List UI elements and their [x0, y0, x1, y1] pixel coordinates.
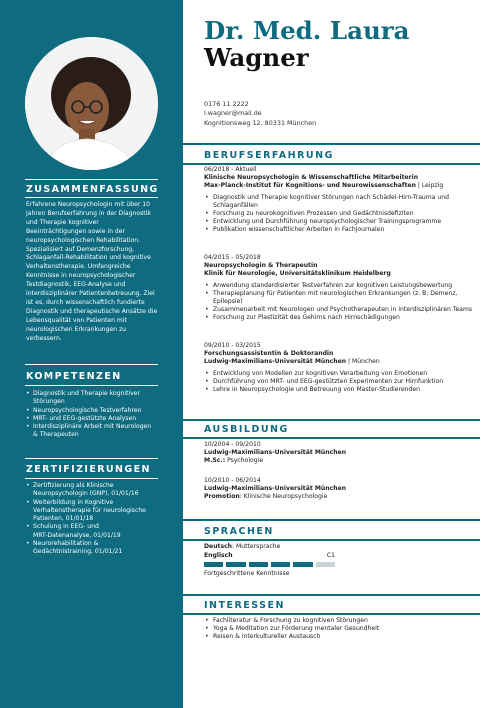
language-level-segment [204, 562, 223, 567]
education-heading: AUSBILDUNG [204, 424, 289, 435]
language-english-code: C1 [326, 552, 335, 559]
job-bullet [205, 290, 479, 306]
language-german-label: Deutsch [204, 543, 233, 550]
job-bullets [204, 194, 479, 235]
certification-item-line: Neuropsychologin (GNP), 01/01/16 [33, 490, 139, 498]
interests-divider [183, 594, 480, 596]
skill-item [26, 407, 160, 415]
certification-item-line: Gedächtnistraining, 01/01/21 [33, 548, 123, 556]
job-bullet-line: • Publikation wissenschaftlicher Arbeiten in Fachjournalen [213, 226, 385, 234]
language-english-description: Fortgeschrittene Kenntnisse [204, 570, 290, 577]
skill-item [26, 415, 160, 423]
language-english [204, 552, 335, 560]
education-divider [183, 419, 480, 421]
interest-item [205, 625, 479, 633]
summary-divider [25, 179, 158, 180]
skill-item-line: • Neuropsychologische Testverfahren [33, 406, 142, 414]
job-location: | Leipzig [415, 182, 444, 190]
job-bullet-line: • Forschung zu neurokognitiven Prozessen und Gedächtnisdefiziten [213, 210, 414, 218]
education-degree: Psychologie [225, 457, 264, 465]
interest-item-line: • Yoga & Meditation zur Förderung mentaler Gesundheit [213, 625, 380, 633]
summary-line: Testdiagnostik, EEG-Analyse und [26, 281, 126, 289]
job-bullet [205, 282, 479, 290]
education-date: 10/2010 - 06/2014 [204, 477, 261, 484]
job-bullet-line: • Forschung zur Plastizität des Gehirns nach Hirnschädigungen [213, 314, 400, 322]
education-school: Ludwig-Maximilians-Universität München [204, 449, 347, 457]
certification-item-line: Verhaltenstherapie für neurologische [33, 506, 146, 514]
skill-item [26, 423, 160, 440]
summary-line: Verhaltenstherapie. Umfangreiche [26, 263, 131, 271]
job-role: Klinische Neuropsychologin & Wissenschaftliche Mitarbeiterin [204, 174, 419, 182]
skills-list [26, 390, 160, 440]
person-name [204, 17, 410, 71]
summary-line: Diagnostik und therapeutische Ansätze die [26, 307, 158, 315]
skills-divider-bottom [25, 385, 158, 386]
job-entry [204, 254, 479, 323]
job-entry [204, 166, 479, 235]
job-bullet-line: Epilepsie) [213, 298, 243, 306]
skill-item-line: • Interdisziplinäre Arbeit mit Neurologen [33, 423, 152, 431]
job-bullet [205, 226, 479, 234]
job-bullet-line: • Zusammenarbeit mit Neurologen und Psychotherapeuten in interdisziplinären Teams [213, 306, 473, 314]
education-degree-line [204, 493, 479, 501]
summary-line: und Therapie kognitiver [26, 218, 99, 226]
skill-item-line: Störungen [33, 398, 65, 406]
language-level-segment [249, 562, 268, 567]
interest-item-line: • Fachliteratur & Forschung zu kognitiven Störungen [213, 617, 368, 624]
certification-item-line: • Neurorehabilitation & [33, 540, 99, 548]
job-org-line [204, 358, 479, 366]
skills-heading: KOMPETENZEN [26, 371, 122, 382]
certs-list [26, 482, 160, 557]
certification-item-line: • Zertifizierung als Klinische [33, 482, 114, 489]
contact-info [204, 100, 316, 128]
job-role: Neuropsychologin & Therapeutin [204, 262, 318, 270]
education-divider-bottom [183, 437, 480, 439]
certification-item-line: • Weiterbildung in Kognitive [33, 498, 114, 506]
certs-divider-bottom [25, 478, 158, 479]
summary-line: Erfahrene Neuropsychologin mit über 10 [26, 201, 151, 208]
summary-line: Spezialisiert auf Demenzforschung, [26, 245, 135, 253]
job-bullet [205, 306, 479, 314]
job-bullet [205, 218, 479, 226]
job-bullet [205, 314, 479, 322]
contact-phone: 0176 11 2222 [204, 100, 249, 108]
skill-item-line: & Therapeuten [33, 431, 79, 439]
interest-item [205, 617, 479, 625]
job-bullet [205, 210, 479, 218]
job-bullet-line: • Durchführung von MRT- und EEG-gestützten Experimenten zur Hirnfunktion [213, 377, 444, 385]
summary-heading: ZUSAMMENFASSUNG [26, 184, 159, 195]
education-entry [204, 477, 479, 502]
summary-line: neuropsychologischen Rehabilitation. [26, 236, 141, 244]
language-german [204, 543, 479, 551]
interest-item [205, 633, 479, 641]
summary-line: Beeinträchtigungen sowie in der [26, 227, 126, 235]
language-english-level-bar [204, 562, 335, 567]
languages-heading: SPRACHEN [204, 526, 274, 537]
name-first: Dr. Med. Laura [204, 16, 410, 45]
summary-line: Kenntnisse in neuropsychologischer [26, 272, 136, 280]
language-level-segment [226, 562, 245, 567]
name-last: Wagner [204, 43, 309, 72]
skills-divider [25, 364, 158, 365]
experience-heading: BERUFSERFAHRUNG [204, 150, 334, 161]
education-degree-label: M.Sc.: [204, 457, 226, 465]
job-bullet-line: Schlaganfällen [213, 201, 258, 209]
job-org: Max-Planck-Institut für Kognitions- und Neurowissenschaften [204, 182, 416, 190]
summary-text [26, 201, 160, 344]
job-date: 06/2018 - Aktuell [204, 166, 257, 173]
job-org: Ludwig-Maximilians-Universität München [204, 358, 347, 366]
summary-line: Jahren Berufserfahrung in der Diagnostik [26, 209, 151, 217]
experience-divider [183, 143, 480, 145]
job-bullet-line: • Diagnostik und Therapie kognitiver Störungen nach Schädel-Hirn-Trauma und [213, 193, 449, 201]
interests-block [204, 614, 479, 642]
job-org-line [204, 182, 479, 190]
summary-line: interdisziplinärer Patientenbetreuung. Ziel [26, 290, 155, 298]
language-level-segment [293, 562, 312, 567]
avatar-portrait [25, 37, 158, 170]
interests-list [204, 617, 479, 642]
job-entry [204, 342, 479, 394]
certs-divider [25, 458, 158, 459]
job-bullet-line: • Therapieplanung für Patienten mit neurologischen Erkrankungen (z. B. Demenz, [213, 289, 458, 297]
certification-item [26, 523, 160, 540]
skill-item [26, 390, 160, 407]
language-level-segment [271, 562, 290, 567]
languages-divider-bottom [183, 539, 480, 541]
education-degree-label: Promotion [204, 493, 240, 501]
certification-item-line: Patienten, 01/01/18 [33, 515, 94, 523]
education-entry [204, 441, 479, 466]
skill-item-line: • MRT- und EEG-gestützte Analysen [33, 414, 137, 422]
education-date: 10/2004 - 09/2010 [204, 441, 261, 448]
job-date: 09/2010 - 03/2015 [204, 342, 261, 349]
summary-line: Lebensqualität von Patienten mit [26, 316, 127, 324]
job-bullet [205, 370, 479, 378]
interests-heading: INTERESSEN [204, 600, 285, 611]
summary-line: neurologischen Erkrankungen zu [26, 325, 127, 333]
interest-item-line: • Reisen & interkultureller Austausch [213, 633, 321, 641]
job-role: Forschungsassistentin & Doktorandin [204, 350, 334, 358]
education-degree-line [204, 457, 479, 465]
certs-heading: ZERTIFIZIERUNGEN [26, 464, 151, 475]
language-level-segment [316, 562, 335, 567]
job-bullet-line: • Entwicklung von Modellen zur kognitiven Verarbeitung von Emotionen [213, 369, 428, 377]
certification-item [26, 499, 160, 524]
job-bullets [204, 282, 479, 323]
job-bullets [204, 370, 479, 395]
job-bullet [205, 194, 479, 210]
job-bullet [205, 386, 479, 394]
summary-line: Schlaganfall-Rehabilitation und kognitive [26, 254, 151, 262]
contact-email: l.wagner@mail.de [204, 109, 262, 118]
certification-item [26, 540, 160, 557]
job-org: Klinik für Neurologie, Universitätsklinikum Heidelberg [204, 270, 391, 278]
language-german-level: : Muttersprache [232, 543, 281, 550]
languages-divider [183, 519, 480, 521]
profile-photo [25, 37, 158, 170]
experience-divider-bottom [183, 163, 480, 165]
summary-divider-bottom [25, 197, 158, 198]
summary-line: ist es, durch wissenschaftlich fundierte [26, 298, 145, 306]
summary-line: verbessern. [26, 334, 62, 342]
certification-item [26, 482, 160, 499]
job-bullet-line: • Entwicklung und Durchführung neuropsychologischer Trainingsprogramme [213, 218, 442, 226]
job-date: 04/2015 - 05/2018 [204, 254, 261, 261]
sidebar [0, 0, 183, 708]
job-bullet-line: • Lehre in Neuropsychologie und Betreuung von Master-Studierenden [213, 386, 420, 394]
certification-item-line: • Schulung in EEG- und [33, 523, 99, 531]
contact-address: Kognitionsweg 12, 80331 München [204, 118, 317, 127]
job-bullet-line: • Anwendung standardisierter Testverfahren zur kognitiven Leistungsbewertung [213, 281, 453, 289]
job-bullet [205, 378, 479, 386]
language-english-label: Englisch [204, 552, 233, 559]
certification-item-line: MRT-Datenanalyse, 01/01/19 [33, 531, 121, 539]
job-location: | München [346, 358, 380, 366]
education-degree: : Klinische Neuropsychologie [239, 493, 328, 501]
skill-item-line: • Diagnostik und Therapie kognitiver [33, 390, 141, 397]
education-school: Ludwig-Maximilians-Universität München [204, 485, 347, 493]
